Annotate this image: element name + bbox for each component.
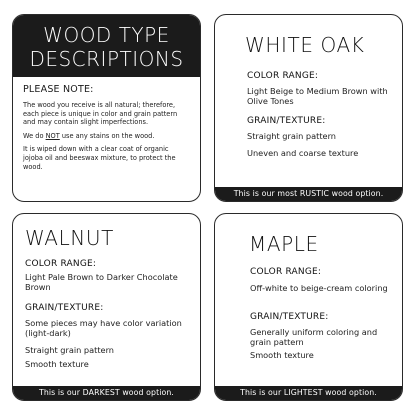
white-oak-grain-item: Uneven and coarse texture xyxy=(247,148,359,158)
walnut-grain-item: Straight grain pattern xyxy=(25,345,114,355)
no-stain-paragraph: We do NOT use any stains on the wood. xyxy=(23,131,155,140)
please-note-heading: PLEASE NOTE: xyxy=(23,84,94,95)
walnut-card xyxy=(12,213,201,401)
oil-coat-paragraph: It is wiped down with a clear coat of organic jojoba oil and beeswax mixture, to protect the wood. xyxy=(23,145,176,171)
descriptions-body xyxy=(13,77,200,171)
maple-card xyxy=(214,213,403,401)
walnut-grain-item: Some pieces may have color variation (light-dark) xyxy=(25,318,182,338)
maple-grain-label: GRAIN/TEXTURE: xyxy=(250,312,329,322)
walnut-footer: This is our DARKEST wood option. xyxy=(13,386,200,400)
white-oak-grain-item: Straight grain pattern xyxy=(247,131,336,141)
maple-color-text: Off-white to beige-cream coloring xyxy=(250,283,388,293)
white-oak-footer: This is our most RUSTIC wood option. xyxy=(215,187,402,201)
white-oak-card xyxy=(214,14,403,202)
walnut-grain-label: GRAIN/TEXTURE: xyxy=(25,303,104,313)
walnut-color-label: COLOR RANGE: xyxy=(25,259,97,269)
white-oak-color-text: Light Beige to Medium Brown with Olive Tones xyxy=(247,86,388,106)
maple-color-label: COLOR RANGE: xyxy=(250,267,322,277)
maple-footer: This is our LIGHTEST wood option. xyxy=(215,386,402,400)
white-oak-color-label: COLOR RANGE: xyxy=(247,71,319,81)
walnut-grain-item: Smooth texture xyxy=(25,359,89,369)
white-oak-grain-label: GRAIN/TEXTURE: xyxy=(247,116,326,126)
not-emphasis: NOT xyxy=(45,131,60,140)
maple-grain-item: Generally uniform coloring and grain pattern xyxy=(250,327,378,347)
white-oak-title: WHITE OAK xyxy=(245,33,365,57)
descriptions-title-line1: WOOD TYPE xyxy=(43,23,170,47)
maple-grain-item: Smooth texture xyxy=(250,350,314,360)
descriptions-title-bar xyxy=(13,15,200,77)
maple-title: MAPLE xyxy=(249,232,319,256)
descriptions-title-line2: DESCRIPTIONS xyxy=(29,47,184,71)
walnut-title: WALNUT xyxy=(25,226,114,250)
walnut-color-text: Light Pale Brown to Darker Chocolate Brown xyxy=(25,272,178,292)
wood-type-descriptions-card xyxy=(12,14,201,202)
natural-wood-paragraph: The wood you receive is all natural; therefore, each piece is unique in color and grain pattern and may contain slight imperfections. xyxy=(23,101,178,127)
